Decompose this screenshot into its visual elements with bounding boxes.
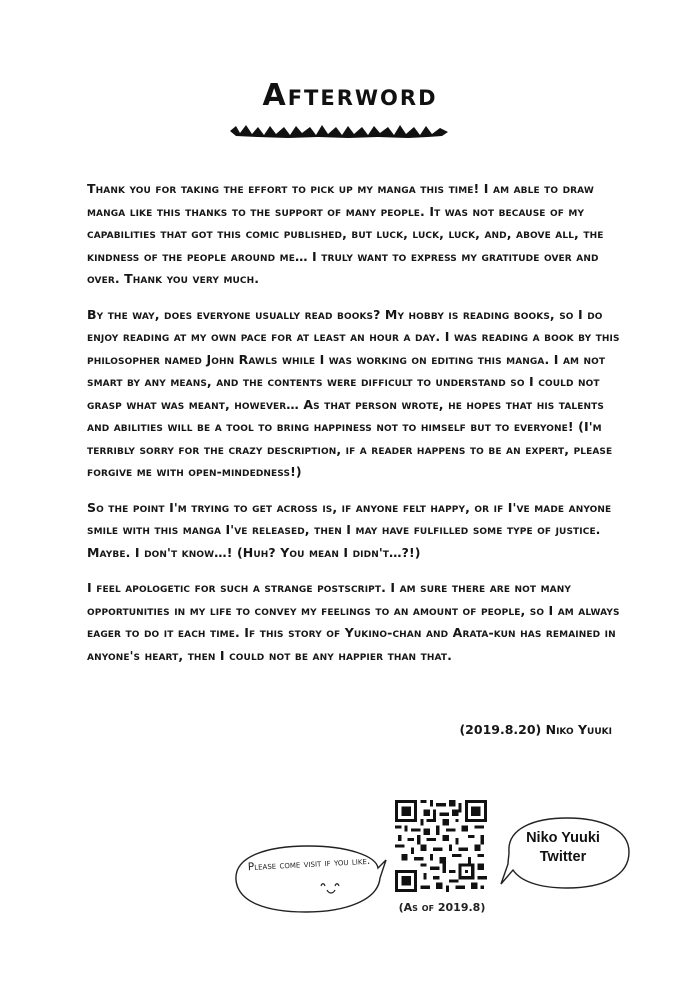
bubble-right-text: Niko Yuuki Twitter <box>526 830 600 865</box>
paragraph-2: By the way, does everyone usually read books? My hobby is reading books, so I do enjoy reading at my own pace for at least an hour a day. I was reading a book by this philosopher named John Rawls while I was working on editing this manga. I am not smart by any means, and the contents were difficult to understand so I could not grasp what was meant, however… As that person wrote, he hopes that his talents and abilities will be a tool to bring happiness not to himself but to everyone! (I'm terribly sorry for the crazy description, if a reader happens to be an expert, please forgive me with open-mindedness!) <box>87 306 620 479</box>
signature: (2019.8.20) Niko Yuuki <box>459 722 612 737</box>
paragraph-3: So the point I'm trying to get across is, if anyone felt happy, or if I've made anyone smile with this manga I've released, then I may have fulfilled some type of justice. Maybe. I don't know…! (Huh? You mean I didn't…?!) <box>87 499 612 560</box>
smiley-face-icon <box>318 882 344 896</box>
brush-stroke-underline <box>228 122 452 140</box>
page-title: Afterword <box>262 78 438 113</box>
speech-bubble-left <box>228 838 388 918</box>
qr-code[interactable] <box>395 800 487 892</box>
paragraph-4: I feel apologetic for such a strange postscript. I am sure there are not many opportunities in my life to convey my feelings to an amount of people, so I am always eager to do it each time. If this story of Yukino-chan and Arata-kun has remained in anyone's heart, then I could not be any happier than that. <box>87 580 620 663</box>
paragraph-1: Thank you for taking the effort to pick up my manga this time! I am able to draw manga like this thanks to the support of many people. It was not because of my capabilities that got this comic published, but luck, luck, luck, and, above all, the kindness of the people around me… I truly want to express my gratitude over and over. Thank you very much. <box>87 181 604 286</box>
afterword-body <box>87 178 627 680</box>
qr-caption: (As of 2019.8) <box>398 901 486 914</box>
bubble-left-text: Please come visit if you like. <box>247 854 371 874</box>
